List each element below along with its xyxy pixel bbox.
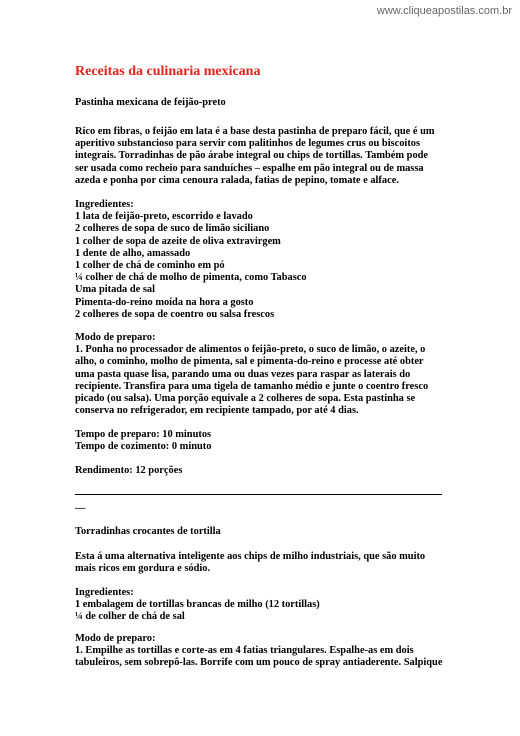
recipe2-ingredients (75, 587, 447, 624)
page-title: Receitas da culinaria mexicana (75, 64, 261, 79)
method-line: tabuleiros, sem sobrepô-las. Borrife com um pouco de spray antiaderente. Salpique (75, 657, 443, 669)
ingredient-item: 1 embalagem de tortillas brancas de milho (12 tortillas) (75, 599, 320, 611)
ingredient-item: 1 lata de feijão-preto, escorrido e lavado (75, 211, 253, 223)
section-heading: Ingredientes: (75, 199, 134, 210)
cook-time: Tempo de cozimento: 0 minuto (75, 441, 212, 453)
ingredient-item: ¼ colher de chá de molho de pimenta, como Tabasco (75, 272, 307, 284)
recipe2-intro (75, 551, 447, 575)
divider-dash: — (75, 503, 86, 514)
method-line: uma pasta quase lisa, parando uma ou duas vezes para raspar as laterais do (75, 368, 411, 380)
section-heading: Ingredientes: (75, 587, 134, 598)
recipe2-method (75, 633, 447, 670)
recipe-name: Pastinha mexicana de feijão-preto (75, 97, 226, 108)
method-line: conserva no refrigerador, em recipiente tampado, por até 4 dias. (75, 405, 359, 417)
recipe1-yield (75, 465, 447, 477)
ingredient-item: 1 dente de alho, amassado (75, 247, 191, 259)
ingredient-item: 1 colher de chá de cominho em pó (75, 260, 225, 272)
ingredient-item: 1 colher de sopa de azeite de oliva extravirgem (75, 235, 281, 247)
text-line: Rico em fibras, o feijão em lata é a base desta pastinha de preparo fácil, que é um (75, 126, 435, 137)
divider-tail (75, 503, 447, 515)
recipe1-ingredients (75, 199, 447, 321)
text-line: azeda e ponha por cima cenoura ralada, fatias de pepino, tomate e alface. (75, 174, 399, 186)
recipe1-times (75, 429, 447, 453)
section-heading: Modo de preparo: (75, 332, 156, 343)
text-line: mais ricos em gordura e sódio. (75, 563, 211, 575)
method-line: picado (ou salsa). Uma porção equivale a 2 colheres de sopa. Esta pastinha se (75, 393, 416, 405)
recipe1-method (75, 332, 447, 417)
prep-time: Tempo de preparo: 10 minutos (75, 429, 212, 440)
ingredient-item: Pimenta-do-reino moída na hora a gosto (75, 296, 254, 308)
text-line: integrais. Torradinhas de pão árabe integral ou chips de tortillas. Também pode (75, 150, 429, 162)
text-line: Esta á uma alternativa inteligente aos chips de milho industriais, que são muito (75, 551, 426, 562)
site-watermark: www.cliqueapostilas.com.br (376, 5, 512, 17)
method-line: 1. Empilhe as tortillas e corte-as em 4 fatias triangulares. Espalhe-as em dois (75, 645, 414, 657)
text-line: ser usada como recheio para sanduíches – espalhe em pão integral ou de massa (75, 162, 424, 174)
section-heading: Modo de preparo: (75, 633, 156, 644)
ingredient-item: 2 colheres de sopa de suco de limão siciliano (75, 223, 270, 235)
method-line: alho, o cominho, molho de pimenta, sal e pimenta-do-reino e processe até obter (75, 356, 424, 368)
recipe1-intro (75, 126, 447, 187)
ingredient-item: 2 colheres de sopa de coentro ou salsa frescos (75, 308, 275, 320)
recipe1-title (75, 97, 447, 109)
section-divider (75, 494, 442, 495)
ingredient-item: Uma pitada de sal (75, 284, 155, 296)
recipe2-title (75, 526, 447, 538)
method-line: recipiente. Transfira para uma tigela de tamanho médio e junte o coentro fresco (75, 380, 429, 392)
yield-text: Rendimento: 12 porções (75, 465, 183, 476)
text-line: aperitivo substancioso para servir com palitinhos de legumes crus ou biscoitos (75, 138, 421, 150)
method-line: 1. Ponha no processador de alimentos o feijão-preto, o suco de limão, o azeite, o (75, 344, 426, 356)
recipe-name: Torradinhas crocantes de tortilla (75, 526, 221, 537)
ingredient-item: ¼ de colher de chá de sal (75, 611, 185, 623)
